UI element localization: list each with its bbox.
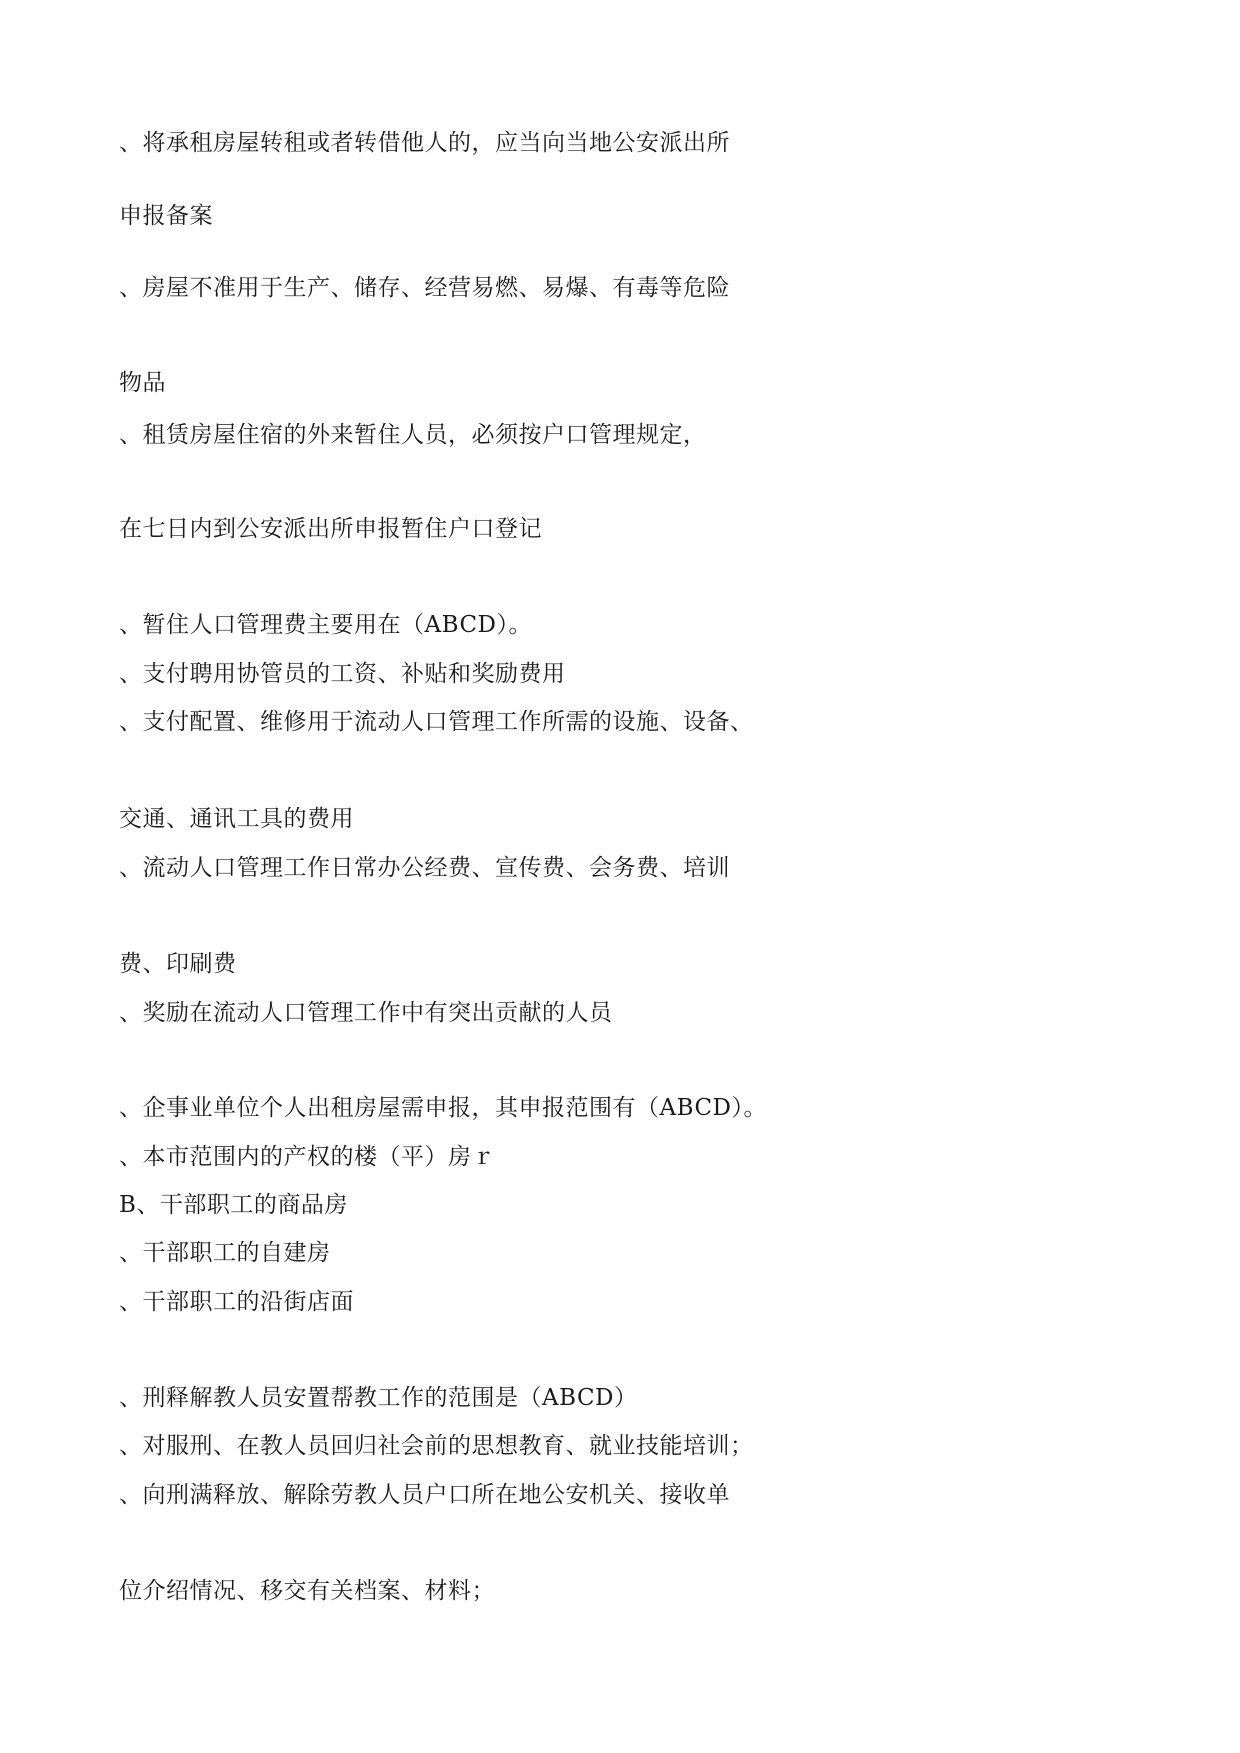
text-line: 、暂住人口管理费主要用在（ABCD）。: [119, 612, 532, 638]
text-line: 交通、通讯工具的费用: [119, 806, 354, 832]
text-line: 物品: [119, 370, 166, 396]
text-line: 费、印刷费: [119, 951, 237, 977]
text-line: 、将承租房屋转租或者转借他人的，应当向当地公安派出所: [119, 130, 730, 156]
text-line: 在七日内到公安派出所申报暂住户口登记: [119, 516, 542, 542]
text-line: 、流动人口管理工作日常办公经费、宣传费、会务费、培训: [119, 855, 730, 881]
text-line: 、对服刑、在教人员回归社会前的思想教育、就业技能培训；: [119, 1433, 754, 1459]
text-line: 、房屋不准用于生产、储存、经营易燃、易爆、有毒等危险: [119, 275, 730, 301]
text-line: 、企事业单位个人出租房屋需申报，其申报范围有（ABCD）。: [119, 1095, 767, 1121]
text-line: 、干部职工的沿街店面: [119, 1289, 354, 1315]
text-line: 申报备案: [119, 203, 213, 229]
text-line: 、本市范围内的产权的楼（平）房ｒ: [119, 1144, 495, 1170]
text-line: 位介绍情况、移交有关档案、材料；: [119, 1578, 495, 1604]
text-line: 、支付配置、维修用于流动人口管理工作所需的设施、设备、: [119, 709, 754, 735]
text-line: B、干部职工的商品房: [119, 1192, 348, 1218]
text-line: 、支付聘用协管员的工资、补贴和奖励费用: [119, 661, 566, 687]
text-line: 、刑释解教人员安置帮教工作的范围是（ABCD）: [119, 1385, 638, 1411]
text-line: 、租赁房屋住宿的外来暂住人员，必须按户口管理规定，: [119, 422, 707, 448]
text-line: 、奖励在流动人口管理工作中有突出贡献的人员: [119, 1000, 613, 1026]
text-line: 、向刑满释放、解除劳教人员户口所在地公安机关、接收单: [119, 1482, 730, 1508]
text-line: 、干部职工的自建房: [119, 1240, 331, 1266]
